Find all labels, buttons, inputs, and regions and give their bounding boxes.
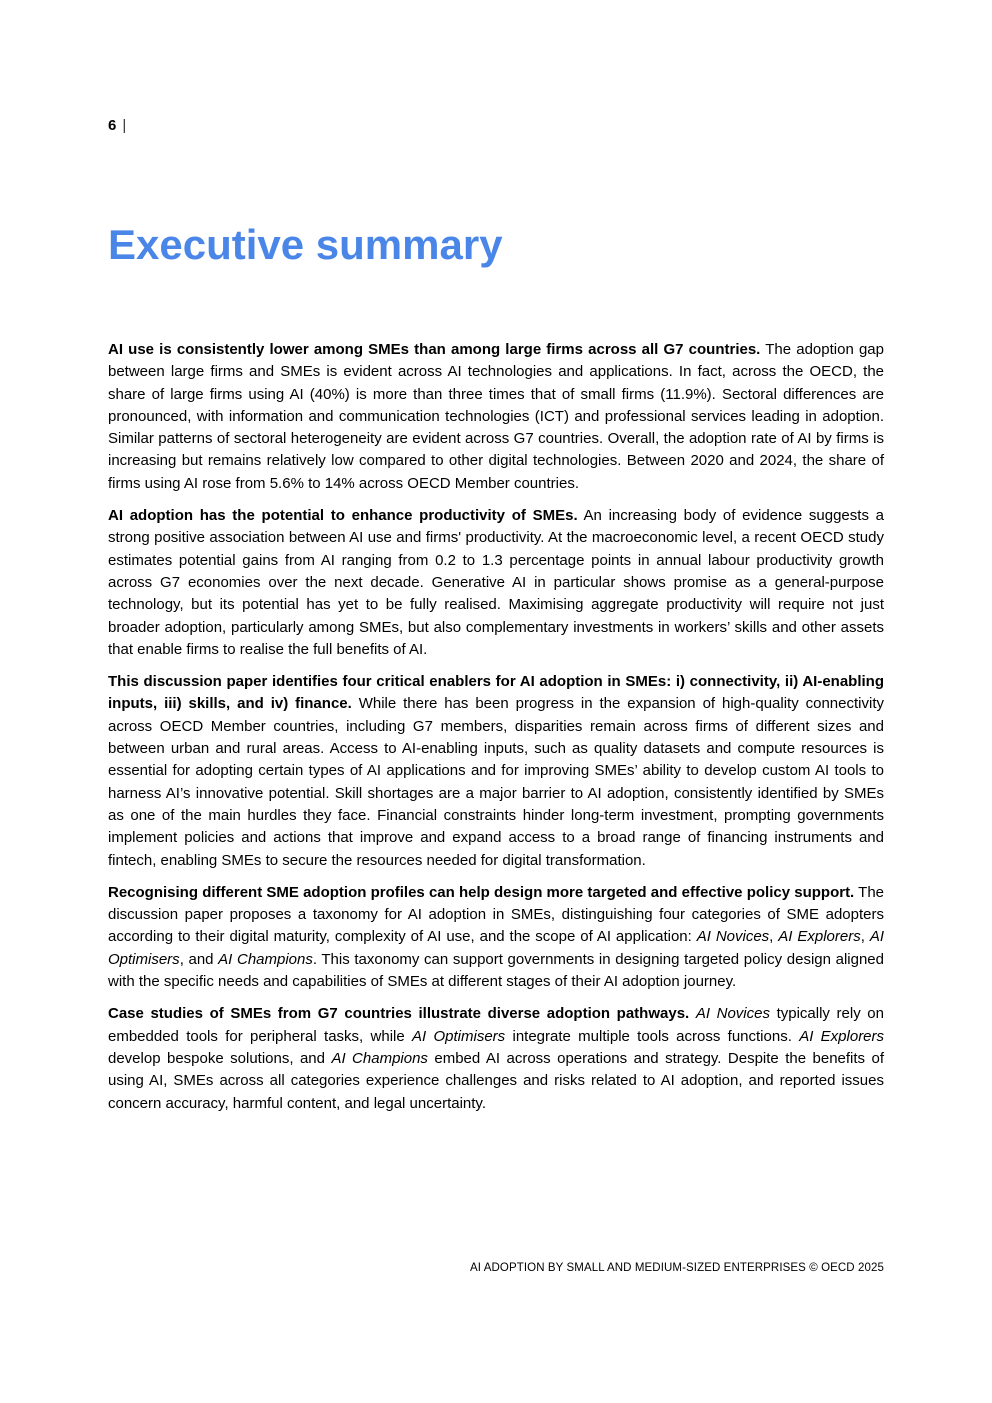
paragraph-segment: AI Optimisers [108,928,884,968]
paragraph-segment: AI Champions [218,950,313,968]
paragraph-segment: , [860,928,870,946]
paragraph-segment: integrate multiple tools across functions. [505,1027,800,1045]
paragraph-segment: AI Explorers [778,928,861,946]
paragraph-segment: The adoption gap between large firms and SMEs is evident across AI technologies and applications. In fact, across the OECD, the share of large firms using AI (40%) is more than three times that of small firms (11.9%). Sectoral differences are pronounced, with information and communication technologies (ICT) and professional services leading in adoption. Similar patterns of sectoral heterogeneity are evident across G7 countries. Overall, the adoption rate of AI by firms is increasing but remains relatively low compared to other digital technologies. Between 2020 and 2024, the share of firms using AI rose from 5.6% to 14% across OECD Member countries. [108,341,884,492]
paragraph-segment: AI Novices [695,1005,770,1023]
paragraph [108,505,884,661]
paragraph-segment: typically rely on embedded tools for peripheral tasks, while [108,1005,884,1045]
paragraph-segment: AI Explorers [799,1027,885,1045]
paragraph [108,882,884,993]
paragraph [108,339,884,495]
footer-running-title: AI ADOPTION BY SMALL AND MEDIUM-SIZED ENTERPRISES © OECD 2025 [470,1262,884,1274]
page-number-separator: | [122,117,127,134]
paragraph-segment: embed AI across operations and strategy. Despite the benefits of using AI, SMEs across all categories experience challenges and risks related to AI adoption, and reported issues concern accuracy, harmful content, and legal uncertainty. [108,1049,885,1112]
paragraph-segment: Case studies of SMEs from G7 countries illustrate diverse adoption pathways. [108,1005,690,1023]
paragraph-segment: AI Novices [696,928,770,946]
paragraph-segment: Recognising different SME adoption profiles can help design more targeted and effective policy support. [108,883,855,901]
paragraph-segment: AI Optimisers [412,1027,506,1045]
page-header [108,117,884,135]
paragraph-segment: AI adoption has the potential to enhance productivity of SMEs. [108,507,578,525]
paragraph-segment: The discussion paper proposes a taxonomy for AI adoption in SMEs, distinguishing four categories of SME adopters according to their digital maturity, complexity of AI use, and the scope of AI application: [108,883,885,946]
paragraph-segment: This discussion paper identifies four critical enablers for AI adoption in SMEs: i) connectivity, ii) AI-enabling inputs, iii) skills, and iv) finance. [108,673,884,713]
page-number: 6 [108,117,117,134]
paragraph-segment: AI use is consistently lower among SMEs than among large firms across all G7 countries. [108,341,761,358]
page-title: Executive summary [108,221,503,268]
paragraph [108,671,884,872]
paragraph-segment: While there has been progress in the expansion of high-quality connectivity across OECD Member countries, including G7 members, disparities remain across firms of different sizes and between urban and rural areas. Access to AI-enabling inputs, such as quality datasets and compute resources is essential for adopting certain types of AI applications and for improving SMEs’ ability to develop custom AI tools to harness AI’s innovative potential. Skill shortages are a major barrier to AI adoption, consistently identified by SMEs as one of the main hurdles they face. Financial constraints hinder long-term investment, prompting governments implement policies and actions that improve and expand access to a broad range of financing instruments and fintech, enabling SMEs to secure the resources needed for digital transformation. [108,695,884,869]
content [108,339,884,1115]
paragraph-segment: , and [179,950,219,968]
paragraph [108,1003,884,1114]
paragraph-segment: develop bespoke solutions, and [108,1049,332,1067]
paragraph-segment: . This taxonomy can support governments in designing targeted policy design aligned with the specific needs and capabilities of SMEs at different stages of their AI adoption journey. [108,950,884,991]
paragraph-segment: , [769,928,779,946]
paragraph-segment [689,1005,696,1022]
paragraph-segment: AI Champions [331,1049,428,1067]
paragraph-segment: An increasing body of evidence suggests a strong positive association between AI use and firms' productivity. At the macroeconomic level, a recent OECD study estimates potential gains from AI ranging from 0.2 to 1.3 percentage points in annual labour productivity growth across G7 economies over the next decade. Generative AI in particular shows promise as a general-purpose technology, but its potential has yet to be fully realised. Maximising aggregate productivity will require not just broader adoption, particularly among SMEs, but also complementary investments in workers’ skills and other assets that enable firms to realise the full benefits of AI. [108,507,884,658]
